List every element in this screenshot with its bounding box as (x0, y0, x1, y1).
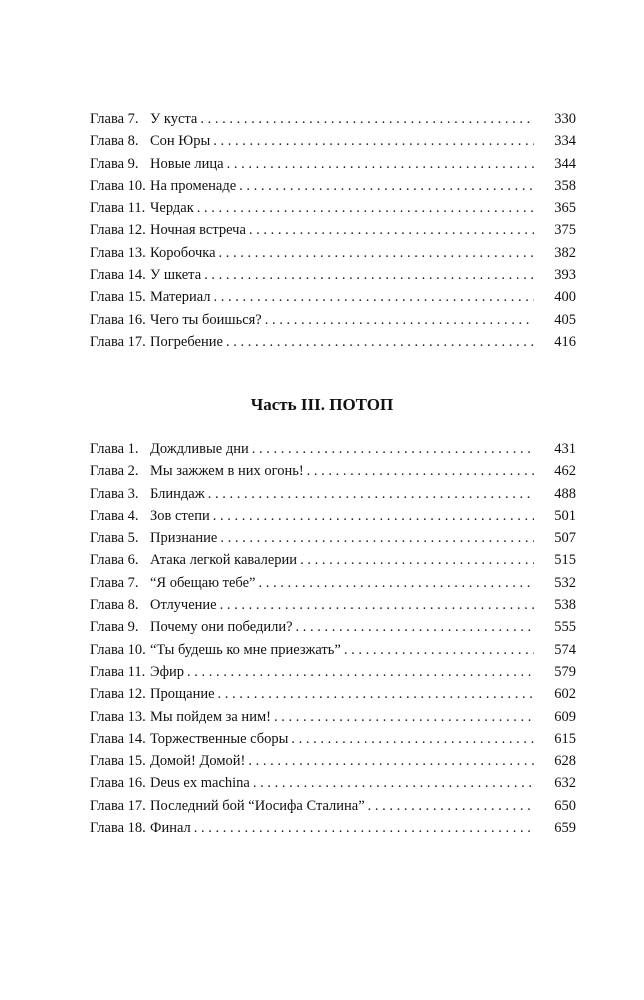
page-number: 515 (554, 552, 576, 569)
chapter-number: Глава 16. (90, 775, 146, 792)
chapter-number: Глава 9. (90, 155, 139, 172)
toc-entry (90, 331, 576, 353)
chapter-number: Глава 14. (90, 267, 146, 284)
chapter-number: Глава 18. (90, 820, 146, 837)
chapter-number: Глава 11. (90, 663, 146, 680)
dot-leader (219, 594, 534, 616)
chapter-title: Погребение (150, 333, 223, 350)
toc-entry (90, 683, 576, 705)
toc-entry (90, 242, 576, 264)
dot-leader (203, 264, 534, 286)
chapter-title: Торжественные сборы (150, 730, 289, 747)
toc-entry (90, 286, 576, 308)
chapter-number: Глава 6. (90, 552, 139, 569)
page-number: 602 (554, 686, 576, 703)
chapter-title: Дождливые дни (150, 441, 249, 457)
chapter-number: Глава 1. (90, 441, 139, 457)
page-number: 501 (554, 507, 576, 524)
dot-leader (196, 197, 534, 219)
page-number: 555 (554, 619, 576, 636)
toc-entry (90, 795, 576, 817)
chapter-title: Зов степи (150, 507, 210, 524)
page-number: 365 (554, 200, 576, 217)
toc-entry (90, 728, 576, 750)
toc-entry (90, 661, 576, 683)
page-number: 650 (554, 797, 576, 814)
chapter-number: Глава 16. (90, 311, 146, 328)
chapter-title: Коробочка (150, 244, 216, 261)
dot-leader (251, 438, 534, 460)
chapter-number: Глава 13. (90, 708, 146, 725)
dot-leader (219, 527, 534, 549)
page-number: 375 (554, 222, 576, 239)
dot-leader (193, 817, 534, 839)
page-number: 538 (554, 597, 576, 614)
chapter-number: Глава 7. (90, 574, 139, 591)
chapter-number: Глава 14. (90, 730, 146, 747)
chapter-number: Глава 8. (90, 133, 139, 150)
page-number: 330 (554, 111, 576, 127)
toc-entry (90, 616, 576, 638)
chapter-title: Deus ex machina (150, 775, 250, 792)
toc-entry (90, 817, 576, 839)
chapter-title: Отлучение (150, 597, 217, 614)
dot-leader (212, 130, 534, 152)
toc-entry (90, 264, 576, 286)
chapter-title: Материал (150, 289, 211, 306)
chapter-title: Признание (150, 530, 218, 547)
dot-leader (258, 572, 535, 594)
chapter-title: Атака легкой кавалерии (150, 552, 298, 569)
toc-entry (90, 572, 576, 594)
page-number: 382 (554, 244, 576, 261)
chapter-title: Домой! Домой! (150, 753, 246, 770)
chapter-title: Новые лица (150, 155, 224, 172)
page-number: 507 (554, 530, 576, 547)
page-number: 659 (554, 820, 576, 837)
page-number: 431 (554, 441, 576, 457)
chapter-title: Эфир (150, 663, 184, 680)
chapter-title: Почему они победили? (150, 619, 293, 636)
chapter-number: Глава 12. (90, 686, 146, 703)
chapter-title: На променаде (150, 177, 237, 194)
toc-entry (90, 750, 576, 772)
chapter-title: Прощание (150, 686, 215, 703)
dot-leader (186, 661, 534, 683)
chapter-title: “Я обещаю тебе” (150, 574, 256, 591)
dot-leader (290, 728, 534, 750)
page-number: 615 (554, 730, 576, 747)
dot-leader (247, 750, 534, 772)
page-number: 405 (554, 311, 576, 328)
chapter-number: Глава 4. (90, 507, 139, 524)
chapter-number: Глава 15. (90, 753, 146, 770)
chapter-number: Глава 13. (90, 244, 146, 261)
toc-entry (90, 639, 576, 661)
chapter-title: “Ты будешь ко мне приезжать” (150, 641, 341, 658)
dot-leader (295, 616, 534, 638)
chapter-number: Глава 10. (90, 641, 146, 658)
toc-entry (90, 108, 576, 130)
part-heading: Часть III. ПОТОП (250, 395, 394, 414)
toc-entry (90, 219, 576, 241)
dot-leader (306, 460, 534, 482)
toc-entry (90, 594, 576, 616)
toc-entry (90, 438, 576, 460)
chapter-title: Мы зажжем в них огонь! (150, 463, 304, 480)
page-number: 579 (554, 663, 576, 680)
dot-leader (343, 639, 534, 661)
dot-leader (225, 331, 534, 353)
page-number: 628 (554, 753, 576, 770)
page-number: 574 (554, 641, 576, 658)
toc-entry (90, 175, 576, 197)
toc-entry (90, 130, 576, 152)
dot-leader (264, 309, 534, 331)
chapter-title: Ночная встреча (150, 222, 246, 239)
dot-leader (207, 483, 534, 505)
chapter-title: Блиндаж (150, 485, 205, 502)
page-number: 632 (554, 775, 576, 792)
toc-list-continued (90, 108, 576, 353)
chapter-title: У куста (150, 111, 198, 127)
chapter-number: Глава 12. (90, 222, 146, 239)
toc-entry (90, 460, 576, 482)
dot-leader (213, 286, 534, 308)
dot-leader (226, 153, 534, 175)
chapter-number: Глава 17. (90, 797, 146, 814)
dot-leader (273, 706, 534, 728)
chapter-title: Последний бой “Иосифа Сталина” (150, 797, 365, 814)
page-number: 400 (554, 289, 576, 306)
chapter-title: Мы пойдем за ним! (150, 708, 271, 725)
dot-leader (218, 242, 534, 264)
page-number: 344 (554, 155, 576, 172)
dot-leader (238, 175, 534, 197)
toc-entry (90, 483, 576, 505)
dot-leader (252, 772, 534, 794)
toc-entry (90, 153, 576, 175)
dot-leader (199, 108, 534, 130)
chapter-number: Глава 2. (90, 463, 139, 480)
dot-leader (217, 683, 534, 705)
page-number: 532 (554, 574, 576, 591)
chapter-title: Финал (150, 820, 191, 837)
page-number: 334 (554, 133, 576, 150)
page-number: 358 (554, 177, 576, 194)
chapter-number: Глава 10. (90, 177, 146, 194)
dot-leader (248, 219, 534, 241)
chapter-title: Чердак (150, 200, 194, 217)
page-number: 609 (554, 708, 576, 725)
toc-entry (90, 197, 576, 219)
chapter-number: Глава 7. (90, 111, 139, 127)
chapter-title: Сон Юры (150, 133, 211, 150)
dot-leader (367, 795, 534, 817)
chapter-number: Глава 11. (90, 200, 146, 217)
chapter-title: Чего ты боишься? (150, 311, 262, 328)
chapter-number: Глава 5. (90, 530, 139, 547)
chapter-number: Глава 8. (90, 597, 139, 614)
page-number: 488 (554, 485, 576, 502)
toc-entry (90, 706, 576, 728)
toc-entry (90, 549, 576, 571)
chapter-number: Глава 9. (90, 619, 139, 636)
toc-entry (90, 527, 576, 549)
chapter-title: У шкета (150, 267, 202, 284)
page-number: 416 (554, 333, 576, 350)
chapter-number: Глава 15. (90, 289, 146, 306)
chapter-number: Глава 17. (90, 333, 146, 350)
toc-entry (90, 505, 576, 527)
chapter-number: Глава 3. (90, 485, 139, 502)
page-number: 462 (554, 463, 576, 480)
page-number: 393 (554, 267, 576, 284)
dot-leader (299, 549, 534, 571)
toc-entry (90, 772, 576, 794)
toc-entry (90, 309, 576, 331)
toc-list-part3 (90, 438, 576, 839)
dot-leader (212, 505, 534, 527)
